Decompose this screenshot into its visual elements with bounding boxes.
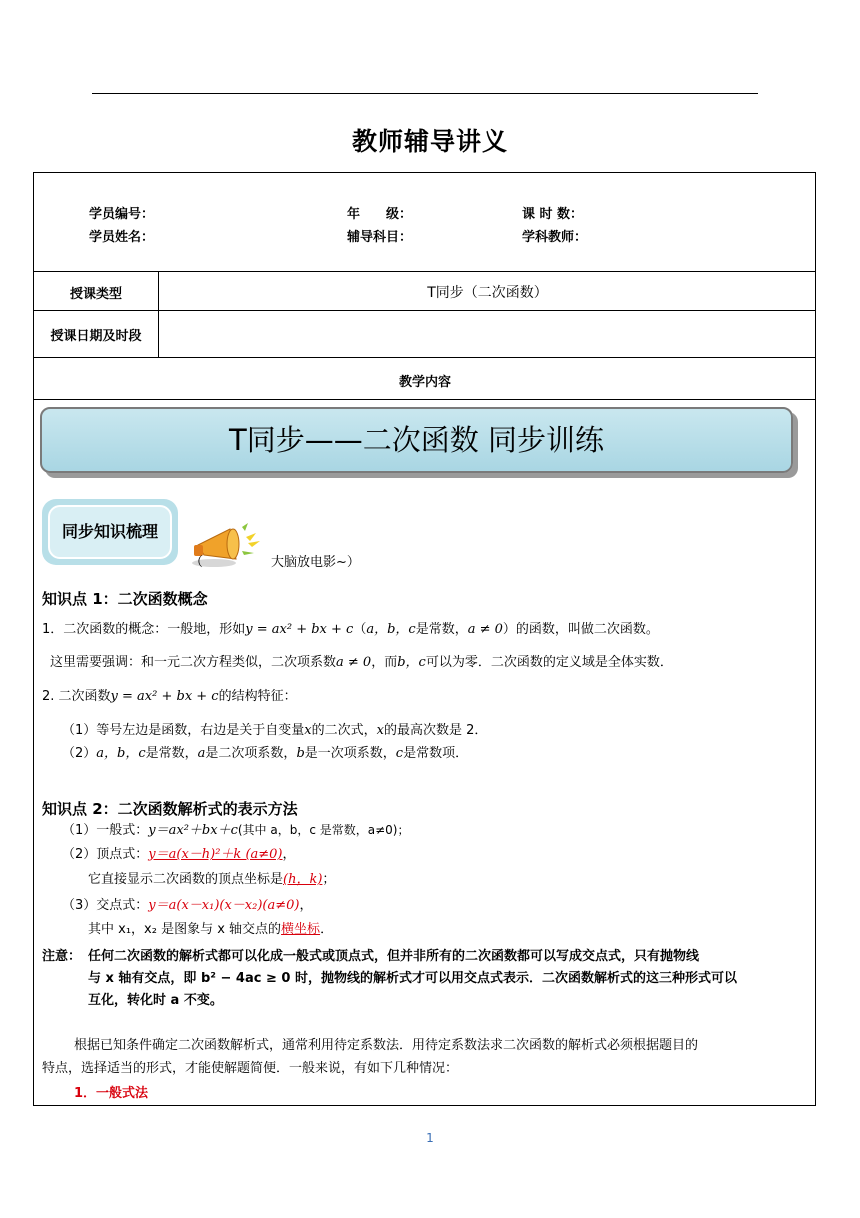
note-line-1: 任何二次函数的解析式都可以化成一般式或顶点式，但并非所有的二次函数都可以写成交点式，只有抛物线 xyxy=(88,949,700,964)
text: （1）等号左边是函数，右边是关于自变量 xyxy=(62,723,305,738)
note-label: 注意： xyxy=(42,949,82,964)
answer-blank: 横坐标 xyxy=(281,922,321,937)
lesson-date-label: 授课日期及时段 xyxy=(50,329,142,344)
note-line-2: 与 x 轴有交点，即 b² − 4ac ≥ 0 时，抛物线的解析式才可以用交点式表示．二次函数解析式的这三种形式可以 xyxy=(88,971,737,986)
text: 的结构特征： xyxy=(218,689,297,704)
variable: x xyxy=(376,723,384,738)
text: 是二次项系数， xyxy=(205,746,297,761)
method-1-heading: 1．一般式法 xyxy=(74,1086,149,1101)
section-tag: 同步知识梳理 xyxy=(48,505,172,559)
table-divider xyxy=(33,271,816,272)
text: 是常数项． xyxy=(403,746,469,761)
kp1-heading: 知识点 1：二次函数概念 xyxy=(42,590,208,608)
general-form xyxy=(62,821,409,840)
kp1-feature-1 xyxy=(62,722,487,740)
text: ． xyxy=(320,922,334,937)
text: 是常数， xyxy=(415,622,468,637)
text: 其中 x₁，x₂ 是图象与 x 轴交点的 xyxy=(88,922,282,937)
text: （2）顶点式： xyxy=(62,847,149,862)
text: 2. 二次函数 xyxy=(42,689,111,704)
subject-label: 辅导科目： xyxy=(347,230,413,245)
movie-hint: 大脑放电影~） xyxy=(271,555,360,570)
formula: y＝a(x－x₁)(x－x₂)(a≠0) xyxy=(148,898,300,913)
text: 可以为零．二次函数的定义域是全体实数． xyxy=(425,655,673,670)
formula: y＝a(x－h)²＋k (a≠0) xyxy=(148,847,283,862)
text: 这里需要强调：和一元二次方程类似，二次项系数 xyxy=(50,655,337,670)
text: ）的函数，叫做二次函数。 xyxy=(502,622,659,637)
formula: y＝ax²＋bx＋c xyxy=(148,823,238,838)
variables: a，b，c xyxy=(96,746,146,761)
grade-label: 年 级： xyxy=(347,207,413,222)
student-name-label: 学员姓名： xyxy=(89,230,155,245)
intercept-form-note xyxy=(88,921,333,939)
variables: a，b，c xyxy=(366,622,416,637)
text: (其中 a，b，c 是常数，a≠0)； xyxy=(237,823,410,837)
text: 是常数， xyxy=(145,746,198,761)
variable: a xyxy=(197,746,206,761)
text: （3）交点式： xyxy=(62,898,149,913)
method-paragraph-line-2: 特点，选择适当的形式，才能使解题简便．一般来说，有如下几种情况： xyxy=(42,1061,459,1076)
intercept-form xyxy=(62,897,313,915)
formula: y = ax² + bx + c xyxy=(110,689,219,704)
text: 1．二次函数的概念：一般地，形如 xyxy=(42,622,246,637)
page-number: 1 xyxy=(426,1131,434,1145)
kp1-structure xyxy=(42,688,297,706)
note-line-3: 互化，转化时 a 不变。 xyxy=(88,993,223,1008)
text: ， xyxy=(299,898,313,913)
text: （2） xyxy=(62,746,97,761)
text: （ xyxy=(353,622,367,637)
kp2-heading: 知识点 2：二次函数解析式的表示方法 xyxy=(42,800,298,818)
vertex-form-note xyxy=(88,871,335,889)
teacher-label: 学科教师： xyxy=(522,230,588,245)
hours-label: 课 时 数： xyxy=(522,207,584,222)
variable: x xyxy=(304,723,312,738)
vertex-coordinate: (h，k) xyxy=(283,872,323,887)
kp1-emphasis xyxy=(50,654,673,672)
condition: a ≠ 0 xyxy=(336,655,372,670)
method-paragraph-line-1: 根据已知条件确定二次函数解析式，通常利用待定系数法．用待定系数法求二次函数的解析式必须根据题目的 xyxy=(74,1038,699,1053)
variable: c xyxy=(395,746,404,761)
lesson-type-value: T同步（二次函数） xyxy=(427,285,548,301)
table-divider xyxy=(33,399,816,400)
variable: b xyxy=(296,746,305,761)
text: （1）一般式： xyxy=(62,823,149,838)
table-divider xyxy=(33,310,816,311)
text: 的最高次数是 2． xyxy=(383,723,488,738)
student-id-label: 学员编号： xyxy=(89,207,155,222)
text: 是一次项系数， xyxy=(304,746,396,761)
text: 的二次式， xyxy=(311,723,377,738)
teaching-content-label: 教学内容 xyxy=(398,375,451,390)
text: ， xyxy=(282,847,296,862)
vertex-form xyxy=(62,846,296,864)
formula: y = ax² + bx + c xyxy=(245,622,354,637)
kp1-definition xyxy=(42,621,659,639)
table-divider xyxy=(33,357,816,358)
movie-hint-open: （ xyxy=(190,555,204,570)
variables: b，c xyxy=(397,655,426,670)
kp1-feature-2 xyxy=(62,745,468,763)
text: ，而 xyxy=(371,655,398,670)
lesson-type-label: 授课类型 xyxy=(69,287,122,302)
header-rule xyxy=(92,93,758,94)
lesson-banner: T同步——二次函数 同步训练 xyxy=(40,407,793,473)
text: 它直接显示二次函数的顶点坐标是 xyxy=(88,872,284,887)
condition: a ≠ 0 xyxy=(467,622,503,637)
text: ； xyxy=(322,872,336,887)
page-title: 教师辅导讲义 xyxy=(351,127,508,156)
